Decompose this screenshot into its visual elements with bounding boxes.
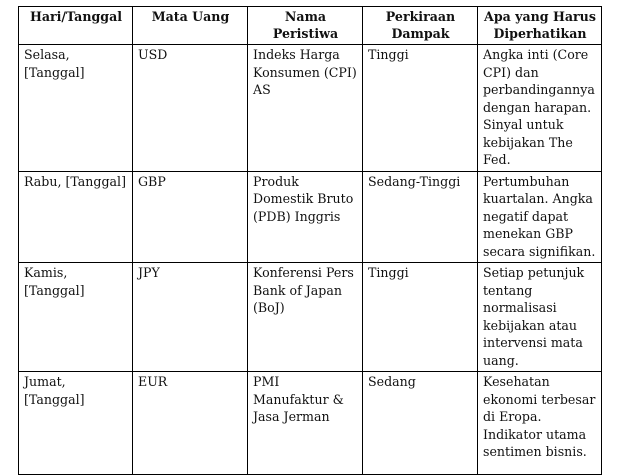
header-impact: Perkiraan Dampak (363, 7, 478, 45)
table-row (19, 372, 602, 475)
cell-currency: EUR (133, 372, 248, 475)
cell-impact: Sedang (363, 372, 478, 475)
cell-currency: JPY (133, 263, 248, 372)
cell-event: Indeks Harga Konsumen (CPI) AS (248, 45, 363, 172)
header-event: Nama Peristiwa (248, 7, 363, 45)
cell-currency: USD (133, 45, 248, 172)
cell-impact: Sedang-Tinggi (363, 171, 478, 263)
table-row (19, 263, 602, 372)
cell-watch: Angka inti (Core CPI) dan perbandingannya dengan harapan. Sinyal untuk kebijakan The Fed. (478, 45, 602, 172)
cell-impact: Tinggi (363, 263, 478, 372)
cell-event: PMI Manufaktur & Jasa Jerman (248, 372, 363, 475)
cell-currency: GBP (133, 171, 248, 263)
cell-day: Jumat, [Tanggal] (19, 372, 133, 475)
cell-impact: Tinggi (363, 45, 478, 172)
cell-watch: Pertumbuhan kuartalan. Angka negatif dapat menekan GBP secara signifikan. (478, 171, 602, 263)
table-row (19, 171, 602, 263)
cell-day: Selasa, [Tanggal] (19, 45, 133, 172)
cell-watch: Setiap petunjuk tentang normalisasi kebijakan atau intervensi mata uang. (478, 263, 602, 372)
table-row (19, 45, 602, 172)
header-watch: Apa yang Harus Diperhatikan (478, 7, 602, 45)
cell-event: Konferensi Pers Bank of Japan (BoJ) (248, 263, 363, 372)
cell-day: Rabu, [Tanggal] (19, 171, 133, 263)
cell-event: Produk Domestik Bruto (PDB) Inggris (248, 171, 363, 263)
economic-calendar-table (18, 6, 602, 475)
cell-watch: Kesehatan ekonomi terbesar di Eropa. Indikator utama sentimen bisnis. (478, 372, 602, 475)
cell-day: Kamis, [Tanggal] (19, 263, 133, 372)
table-header-row (19, 7, 602, 45)
header-day: Hari/Tanggal (19, 7, 133, 45)
header-currency: Mata Uang (133, 7, 248, 45)
